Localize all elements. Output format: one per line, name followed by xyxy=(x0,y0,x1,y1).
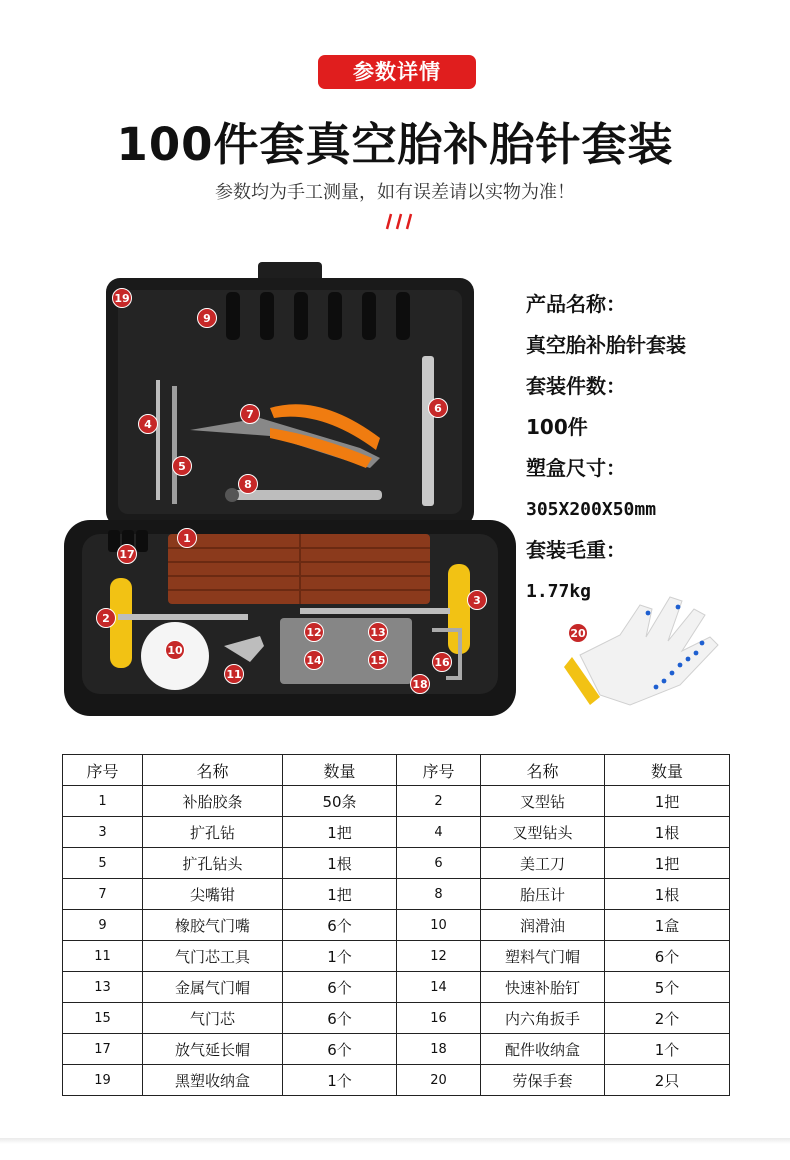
table-cell: 6个 xyxy=(283,1003,397,1034)
table-cell: 橡胶气门嘴 xyxy=(143,910,283,941)
callout-16: 16 xyxy=(432,652,452,672)
callout-17: 17 xyxy=(117,544,137,564)
header-quantity: 数量 xyxy=(605,755,730,786)
piece-count-label: 套装件数： xyxy=(526,374,626,398)
table-cell: 叉型钻头 xyxy=(481,817,605,848)
piece-count-value: 100件 xyxy=(526,415,588,439)
table-cell: 20 xyxy=(397,1065,481,1096)
table-cell: 1把 xyxy=(283,879,397,910)
table-cell: 19 xyxy=(63,1065,143,1096)
table-cell: 2 xyxy=(397,786,481,817)
callout-11: 11 xyxy=(224,664,244,684)
table-cell: 3 xyxy=(63,817,143,848)
table-cell: 1 xyxy=(63,786,143,817)
section-badge: 参数详情 xyxy=(318,55,476,89)
table-row xyxy=(63,910,730,941)
table-cell: 6个 xyxy=(605,941,730,972)
table-cell: 6个 xyxy=(283,972,397,1003)
table-cell: 9 xyxy=(63,910,143,941)
table-row xyxy=(63,1003,730,1034)
footer-divider xyxy=(0,1138,790,1144)
table-cell: 1个 xyxy=(605,1034,730,1065)
table-cell: 叉型钻 xyxy=(481,786,605,817)
callout-2: 2 xyxy=(96,608,116,628)
table-cell: 胎压计 xyxy=(481,879,605,910)
table-cell: 13 xyxy=(63,972,143,1003)
table-header-row xyxy=(63,755,730,786)
table-cell: 7 xyxy=(63,879,143,910)
glove-illustration xyxy=(560,585,740,715)
header-name: 名称 xyxy=(143,755,283,786)
toolkit-case-illustration xyxy=(60,258,520,720)
table-row xyxy=(63,879,730,910)
callout-7: 7 xyxy=(240,404,260,424)
table-cell: 塑料气门帽 xyxy=(481,941,605,972)
table-cell: 2只 xyxy=(605,1065,730,1096)
gross-weight-label: 套装毛重： xyxy=(526,538,626,562)
table-cell: 配件收纳盒 xyxy=(481,1034,605,1065)
table-cell: 1根 xyxy=(605,817,730,848)
callout-14: 14 xyxy=(304,650,324,670)
table-cell: 扩孔钻头 xyxy=(143,848,283,879)
table-row xyxy=(63,941,730,972)
table-cell: 扩孔钻 xyxy=(143,817,283,848)
table-cell: 5个 xyxy=(605,972,730,1003)
table-cell: 17 xyxy=(63,1034,143,1065)
table-cell: 美工刀 xyxy=(481,848,605,879)
table-cell: 润滑油 xyxy=(481,910,605,941)
header-index: 序号 xyxy=(397,755,481,786)
gross-weight-value: 1.77kg xyxy=(526,581,592,602)
disclaimer-text: 参数均为手工测量，如有误差请以实物为准！ xyxy=(215,182,575,203)
table-cell: 金属气门帽 xyxy=(143,972,283,1003)
callout-12: 12 xyxy=(304,622,324,642)
header-index: 序号 xyxy=(63,755,143,786)
table-cell: 18 xyxy=(397,1034,481,1065)
table-cell: 黑塑收纳盒 xyxy=(143,1065,283,1096)
callout-18: 18 xyxy=(410,674,430,694)
glove-photo xyxy=(560,585,740,715)
table-cell: 11 xyxy=(63,941,143,972)
callout-5: 5 xyxy=(172,456,192,476)
callout-10: 10 xyxy=(165,640,185,660)
table-cell: 5 xyxy=(63,848,143,879)
table-cell: 1盒 xyxy=(605,910,730,941)
table-cell: 8 xyxy=(397,879,481,910)
table-cell: 12 xyxy=(397,941,481,972)
table-cell: 16 xyxy=(397,1003,481,1034)
table-cell: 1把 xyxy=(283,817,397,848)
table-cell: 6个 xyxy=(283,910,397,941)
table-row xyxy=(63,848,730,879)
callout-15: 15 xyxy=(368,650,388,670)
table-row xyxy=(63,1034,730,1065)
callout-6: 6 xyxy=(428,398,448,418)
table-cell: 1个 xyxy=(283,1065,397,1096)
table-cell: 气门芯 xyxy=(143,1003,283,1034)
table-cell: 1把 xyxy=(605,786,730,817)
header-name: 名称 xyxy=(481,755,605,786)
table-cell: 放气延长帽 xyxy=(143,1034,283,1065)
table-cell: 气门芯工具 xyxy=(143,941,283,972)
table-cell: 4 xyxy=(397,817,481,848)
table-cell: 1把 xyxy=(605,848,730,879)
table-cell: 快速补胎钉 xyxy=(481,972,605,1003)
box-size-label: 塑盒尺寸： xyxy=(526,456,626,480)
table-cell: 1个 xyxy=(283,941,397,972)
box-size-value: 305X200X50mm xyxy=(526,499,657,520)
callout-8: 8 xyxy=(238,474,258,494)
table-cell: 2个 xyxy=(605,1003,730,1034)
callout-13: 13 xyxy=(368,622,388,642)
table-cell: 劳保手套 xyxy=(481,1065,605,1096)
slash-decoration-icon xyxy=(381,211,421,231)
table-row xyxy=(63,786,730,817)
table-cell: 14 xyxy=(397,972,481,1003)
table-row xyxy=(63,1065,730,1096)
table-cell: 10 xyxy=(397,910,481,941)
callout-3: 3 xyxy=(467,590,487,610)
table-cell: 1根 xyxy=(283,848,397,879)
table-cell: 内六角扳手 xyxy=(481,1003,605,1034)
header-quantity: 数量 xyxy=(283,755,397,786)
page-title: 100件套真空胎补胎针套装 xyxy=(116,118,674,171)
callout-4: 4 xyxy=(138,414,158,434)
table-cell: 15 xyxy=(63,1003,143,1034)
callout-20: 20 xyxy=(568,623,588,643)
product-name-label: 产品名称： xyxy=(526,292,626,316)
table-cell: 补胎胶条 xyxy=(143,786,283,817)
callout-19: 19 xyxy=(112,288,132,308)
callout-9: 9 xyxy=(197,308,217,328)
table-cell: 1根 xyxy=(605,879,730,910)
table-cell: 6个 xyxy=(283,1034,397,1065)
parts-table xyxy=(62,754,730,1096)
table-row xyxy=(63,817,730,848)
table-cell: 尖嘴钳 xyxy=(143,879,283,910)
callout-1: 1 xyxy=(177,528,197,548)
product-photo xyxy=(60,258,520,720)
table-cell: 50条 xyxy=(283,786,397,817)
product-name-value: 真空胎补胎针套装 xyxy=(526,333,686,357)
table-row xyxy=(63,972,730,1003)
spec-panel xyxy=(526,284,776,612)
table-cell: 6 xyxy=(397,848,481,879)
